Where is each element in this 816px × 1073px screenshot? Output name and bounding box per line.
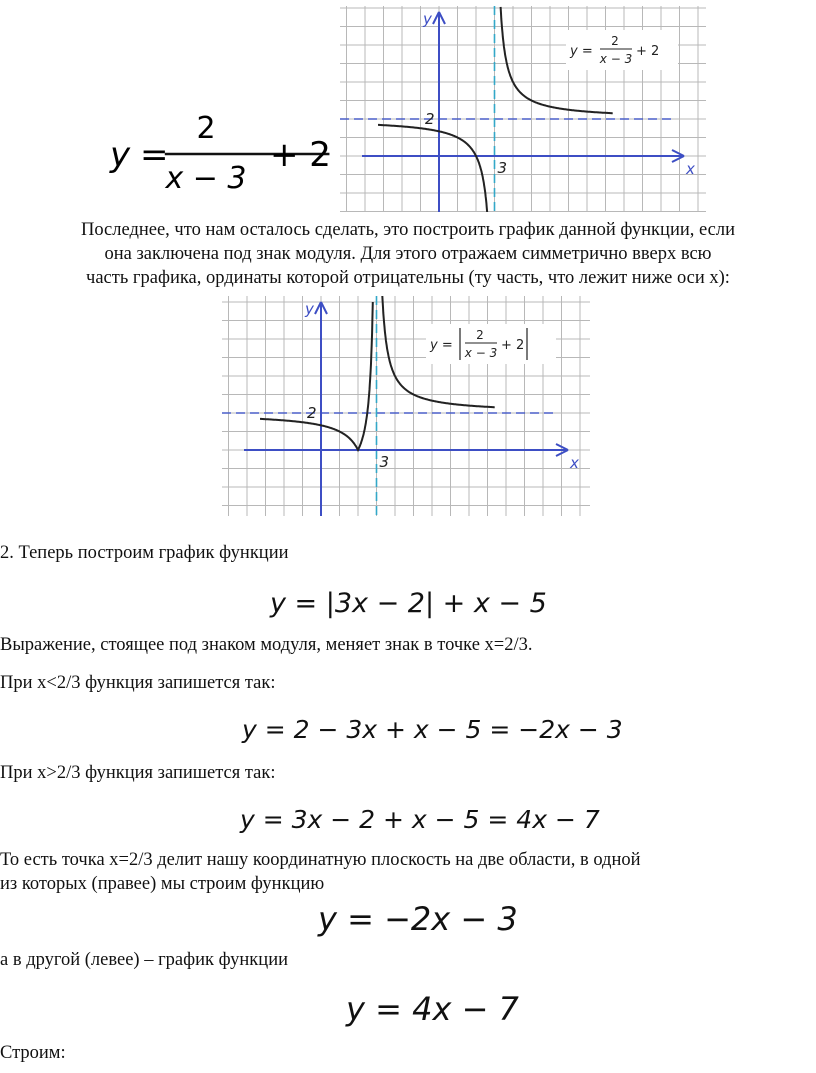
inset-denominator: x − 3: [464, 346, 498, 360]
inset-numerator: 2: [611, 34, 619, 48]
inset-formula-lhs: y =: [570, 44, 593, 59]
formula-main: [106, 104, 336, 196]
line-left-region: а в другой (левее) – график функции: [0, 950, 288, 970]
inset-formula-lhs: y =: [430, 338, 453, 353]
tick-label-2: 2: [425, 110, 435, 128]
paragraph-line: То есть точка х=2/3 делит нашу координатную плоскость на две области, в одной: [0, 850, 641, 870]
paragraph-line: из которых (правее) мы строим функцию: [0, 874, 325, 894]
formula-numerator: 2: [196, 111, 216, 146]
line-build: Строим:: [0, 1043, 66, 1063]
inset-numerator: 2: [476, 328, 484, 342]
graph-abs-hyperbola: [222, 296, 590, 516]
graph-abs-hyperbola-svg: [222, 296, 590, 516]
formula-greater: y = 3x − 2 + x − 5 = 4x − 7: [240, 805, 600, 834]
tick-label-3: 3: [379, 453, 390, 471]
formula-right-region: y = −2x − 3: [318, 900, 518, 938]
paragraph-modulus-intro: [0, 218, 816, 290]
inset-denominator: x − 3: [599, 52, 633, 66]
formula-eq: =: [140, 135, 169, 175]
tick-label-3: 3: [497, 159, 508, 177]
item-2-heading: 2. Теперь построим график функции: [0, 543, 289, 563]
paragraph-split: [0, 848, 816, 896]
y-axis-label: y: [305, 300, 314, 318]
line-less-than: При х<2/3 функция запишется так:: [0, 673, 276, 693]
x-axis-label: x: [570, 454, 579, 472]
graph-hyperbola: [340, 6, 706, 212]
formula-y: y: [110, 135, 131, 175]
formula-denominator: x − 3: [165, 161, 247, 196]
tick-label-2: 2: [307, 404, 317, 422]
formula-plus-two: + 2: [270, 135, 331, 175]
formula-left-region: y = 4x − 7: [346, 990, 519, 1028]
paragraph-line: она заключена под знак модуля. Для этого отражаем симметрично вверх всю: [104, 244, 712, 264]
paragraph-line: Последнее, что нам осталось сделать, это построить график данной функции, если: [80, 220, 736, 240]
graph-hyperbola-svg: [340, 6, 706, 212]
line-sign-change: Выражение, стоящее под знаком модуля, меняет знак в точке х=2/3.: [0, 635, 533, 655]
x-axis-label: x: [686, 160, 695, 178]
line-greater-than: При х>2/3 функция запишется так:: [0, 763, 276, 783]
inset-plus-two: + 2: [501, 338, 525, 353]
formula-abs: y = |3x − 2| + x − 5: [270, 588, 547, 619]
paragraph-line: часть графика, ординаты которой отрицательны (ту часть, что лежит ниже оси х):: [86, 268, 730, 288]
y-axis-label: y: [423, 10, 432, 28]
inset-plus-two: + 2: [636, 44, 660, 59]
formula-less: y = 2 − 3x + x − 5 = −2x − 3: [242, 715, 623, 744]
formula-main-svg: [106, 104, 336, 196]
